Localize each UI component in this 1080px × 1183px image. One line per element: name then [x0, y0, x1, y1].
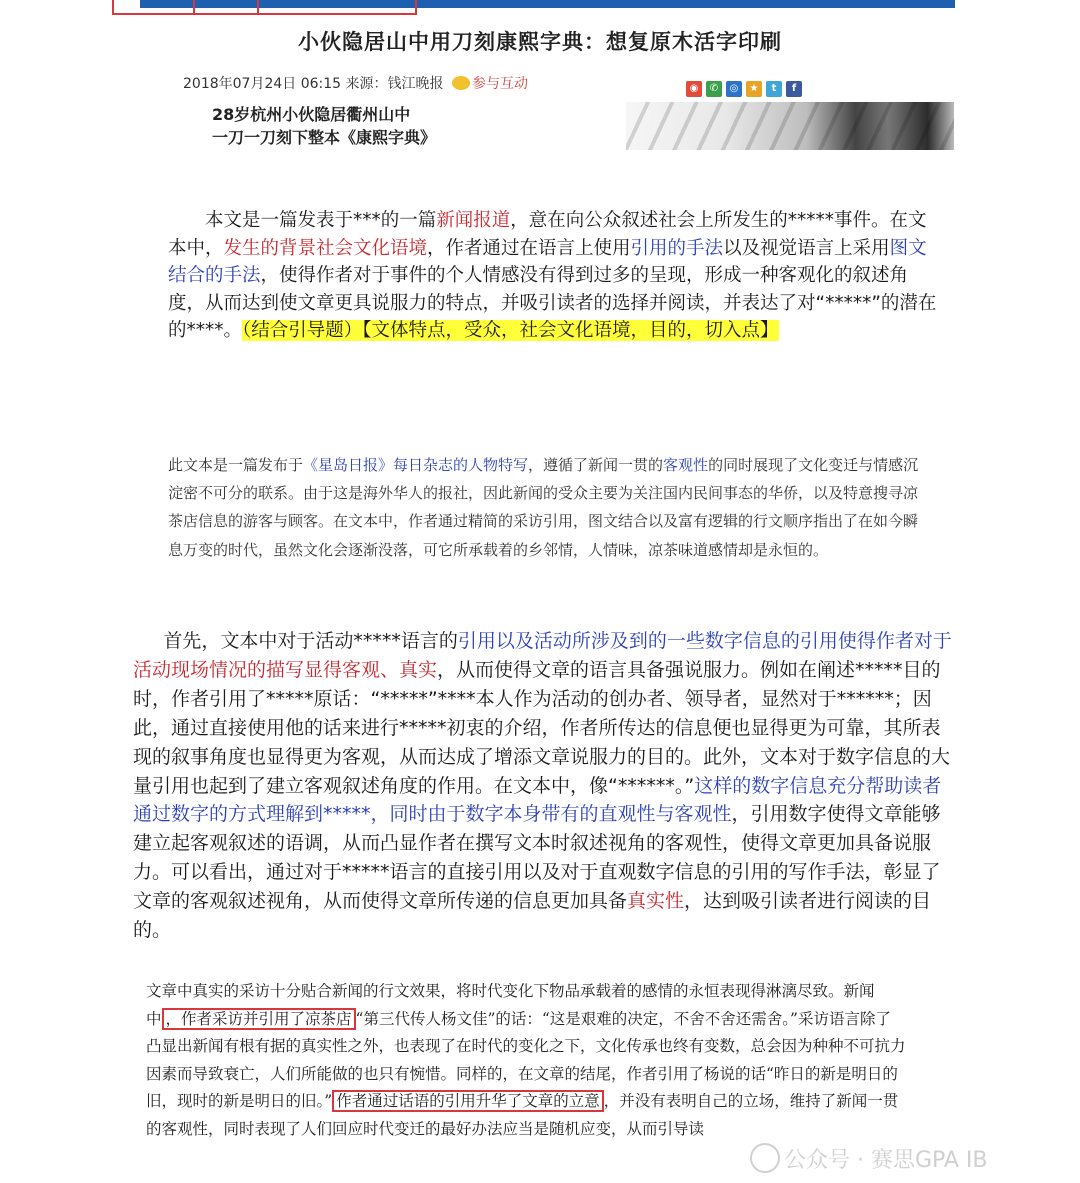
date-source: 2018年07月24日 06:15 来源：钱江晚报 — [183, 76, 444, 92]
essay-paragraph-3: 首先，文本中对于活动*****语言的引用以及活动所涉及到的一些数字信息的引用使得作者对于活动现场情况的描写显得客观、真实，从而使得文章的语言具备强说服力。例如在阐述*****目的时，作者引用了*****原话：“*****”****本人作为活动的创办者、领导者，显然对于******；因此，通过直接使用他的话来进行*****初衷的介绍，作者所传达的信息便也显得更为可靠，其所表现的叙事角度也显得更为客观，从而达成了增添文章说服力的目的。此外，文本对于数字信息的大量引用也起到了建立客观叙述角度的作用。在文本中，像“******。”这样的数字信息充分帮助读者通过数字的方式理解到*****，同时由于数字本身带有的直观性与客观性，引用数字使得文章能够建立起客观叙述的语调，从而凸显作者在撰写文本时叙述视角的客观性，使得文章更加具备说服力。可以看出，通过对于*****语言的直接引用以及对于直观数字信息的引用的写作手法，彰显了文章的客观叙述视角，从而使得文章所传递的信息更加具备真实性，达到吸引读者进行阅读的目的。 — [133, 630, 952, 942]
share-wechat-icon[interactable]: ✆ — [706, 81, 722, 97]
boxed-annotation: 作者通过话语的引用升华了文章的立意 — [332, 1090, 604, 1112]
share-facebook-icon[interactable]: f — [786, 81, 802, 97]
share-weibo-icon[interactable]: ◉ — [686, 81, 702, 97]
subhead-line: 28岁杭州小伙隐居衢州山中 — [212, 105, 411, 124]
subhead-line: 一刀一刀刻下整本《康熙字典》 — [212, 128, 437, 147]
share-tencent-weibo-icon[interactable]: t — [766, 81, 782, 97]
comment-icon — [452, 76, 470, 90]
boxed-annotation: ，作者采访并引用了凉茶店 — [162, 1008, 356, 1030]
article-meta — [183, 73, 528, 93]
watermark: 公众号 · 赛思GPA IB — [750, 1143, 988, 1174]
interact-link[interactable]: 参与互动 — [471, 76, 528, 92]
article-headline: 小伙隐居山中用刀刻康熙字典：想复原木活字印刷 — [298, 30, 782, 54]
highlighted-note: （结合引导题）【文体特点，受众，社会文化语境，目的，切入点】 — [242, 320, 779, 341]
share-icons — [686, 76, 806, 94]
share-qq-icon[interactable]: ◎ — [726, 81, 742, 97]
essay-paragraph-1: 本文是一篇发表于***的一篇新闻报道，意在向公众叙述社会上所发生的*****事件。在文本中，发生的背景社会文化语境，作者通过在语言上使用引用的手法以及视觉语言上采用图文结合的手法，使得作者对于事件的个人情感没有得到过多的呈现，形成一种客观化的叙述角度，从而达到使文章更具说服力的特点，并吸引读者的选择并阅读，并表达了对“*****”的潜在的****。（结合引导题）【文体特点，受众，社会文化语境，目的，切入点】 — [168, 210, 937, 341]
article-subhead — [212, 103, 436, 149]
article-photo — [626, 102, 954, 150]
share-qzone-icon[interactable]: ★ — [746, 81, 762, 97]
essay-paragraph-2: 此文本是一篇发布于《星岛日报》每日杂志的人物特写，遵循了新闻一贯的客观性的同时展现了文化变迁与情感沉淀密不可分的联系。由于这是海外华人的报社，因此新闻的受众主要为关注国内民间事态的华侨，以及特意搜寻凉茶店信息的游客与顾客。在文本中，作者通过精简的采访引用，图文结合以及富有逻辑的行文顺序指出了在如今瞬息万变的时代，虽然文化会逐渐没落，可它所承载着的乡邻情，人情味，凉茶味道感情却是永恒的。 — [168, 456, 919, 559]
annotation-frame — [193, 0, 259, 15]
annotation-frame — [112, 0, 417, 15]
essay-paragraph-4: 文章中真实的采访十分贴合新闻的行文效果，将时代变化下物品承载着的感情的永恒表现得淋漓尽致。新闻中 ，作者采访并引用了凉茶店 “第三代传人杨文佳”的话：“这是艰难的决定，不舍不舍还需舍。”采访语言除了凸显出新闻有根有据的真实性之外，也表现了在时代的变化之下，文化传承也终有变数，总会因为种种不可抗力因素而导致衰亡，人们所能做的也只有惋惜。同样的，在文章的结尾，作者引用了杨说的话“昨日的新是明日的旧，现时的新是明日的旧。” 作者通过话语的引用升华了文章的立意 ，并没有表明自己的立场，维持了新闻一贯的客观性，同时表现了人们回应时代变迁的最好办法应当是随机应变，从而引导读 — [146, 982, 906, 1138]
wechat-logo-icon — [750, 1143, 780, 1173]
